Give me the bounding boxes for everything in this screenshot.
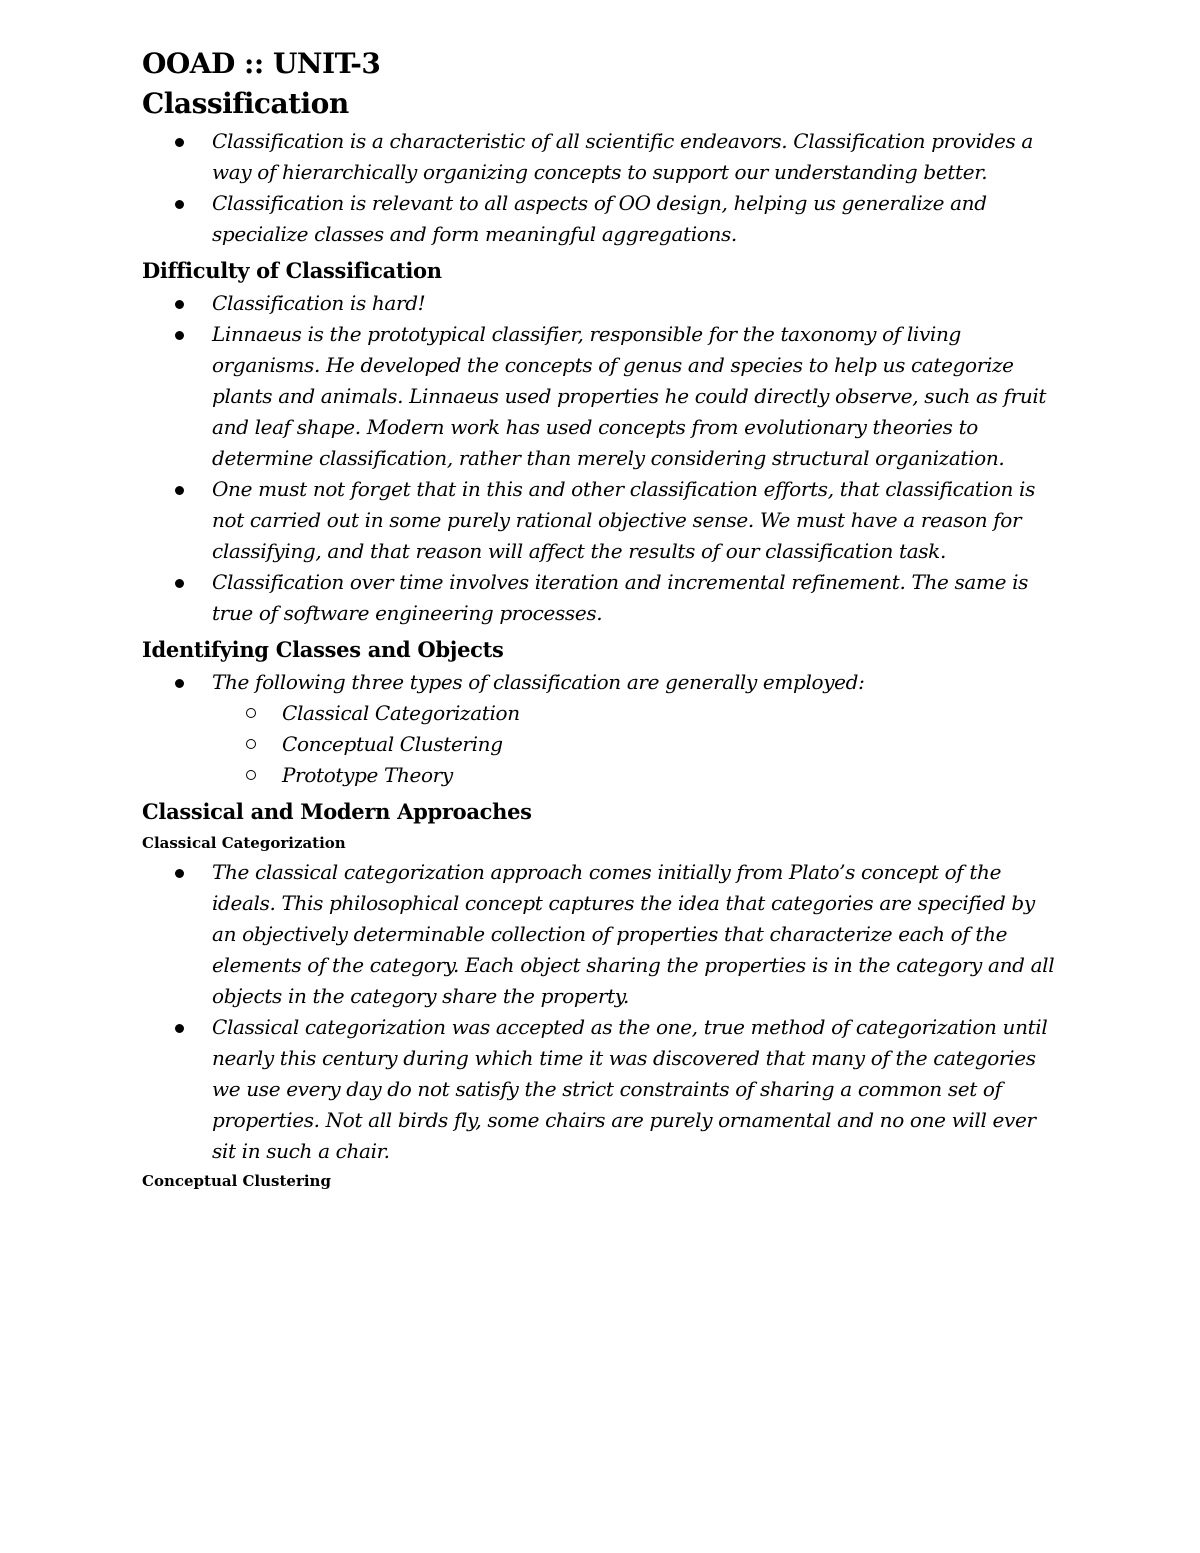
bullet-icon: [175, 138, 184, 147]
list-item: The following three types of classification are generally employed:: [142, 667, 1058, 698]
subheading-classical-categorization: Classical Categorization: [142, 834, 346, 852]
approaches-list: [142, 857, 1072, 1167]
bullet-icon: [175, 331, 184, 340]
sub-list-item: Classical Categorization: [142, 698, 1072, 729]
difficulty-list: [142, 288, 1072, 629]
sub-list-item: Prototype Theory: [142, 760, 1072, 791]
bullet-icon: [175, 679, 184, 688]
list-item: The classical categorization approach comes initially from Plato’s concept of the ideals. This philosophical concept captures the idea that categories are specified by an objectively determinable collection of properties that characterize each of the elements of the category. Each object sharing the properties is in the category and all objects in the category share the property.: [142, 857, 1058, 1012]
list-item: One must not forget that in this and other classification efforts, that classification is not carried out in some purely rational objective sense. We must have a reason for classifying, and that reason will affect the results of our classification task.: [142, 474, 1058, 567]
list-item: Classification is a characteristic of all scientific endeavors. Classification provides a way of hierarchically organizing concepts to support our understanding better.: [142, 126, 1058, 188]
bullet-icon: [175, 1024, 184, 1033]
circle-bullet-icon: [246, 770, 256, 780]
list-item: Classical categorization was accepted as the one, true method of categorization until nearly this century during which time it was discovered that many of the categories we use every day do not satisfy the strict constraints of sharing a common set of properties. Not all birds fly, some chairs are purely ornamental and no one will ever sit in such a chair.: [142, 1012, 1058, 1167]
bullet-icon: [175, 200, 184, 209]
bullet-icon: [175, 869, 184, 878]
list-item: Classification over time involves iteration and incremental refinement. The same is true of software engineering processes.: [142, 567, 1058, 629]
list-item: Linnaeus is the prototypical classifier, responsible for the taxonomy of living organisms. He developed the concepts of genus and species to help us categorize plants and animals. Linnaeus used properties he could directly observe, such as fruit and leaf shape. Modern work has used concepts from evolutionary theories to determine classification, rather than merely considering structural organization.: [142, 319, 1058, 474]
circle-bullet-icon: [246, 708, 256, 718]
sub-list-item: Conceptual Clustering: [142, 729, 1072, 760]
circle-bullet-icon: [246, 739, 256, 749]
heading-identifying: Identifying Classes and Objects: [142, 637, 504, 662]
identifying-list: [142, 667, 1072, 698]
document-title: OOAD :: UNIT-3: [142, 47, 381, 80]
heading-difficulty: Difficulty of Classification: [142, 258, 442, 283]
bullet-icon: [175, 579, 184, 588]
bullet-icon: [175, 300, 184, 309]
list-item: Classification is relevant to all aspects of OO design, helping us generalize and specialize classes and form meaningful aggregations.: [142, 188, 1058, 250]
document-page: [142, 44, 1072, 1195]
list-item: Classification is hard!: [142, 288, 1058, 319]
bullet-icon: [175, 486, 184, 495]
classification-types-list: [142, 698, 1072, 791]
heading-classification: Classification: [142, 87, 349, 120]
classification-list: [142, 126, 1072, 250]
heading-approaches: Classical and Modern Approaches: [142, 799, 532, 824]
subheading-conceptual-clustering: Conceptual Clustering: [142, 1172, 331, 1190]
